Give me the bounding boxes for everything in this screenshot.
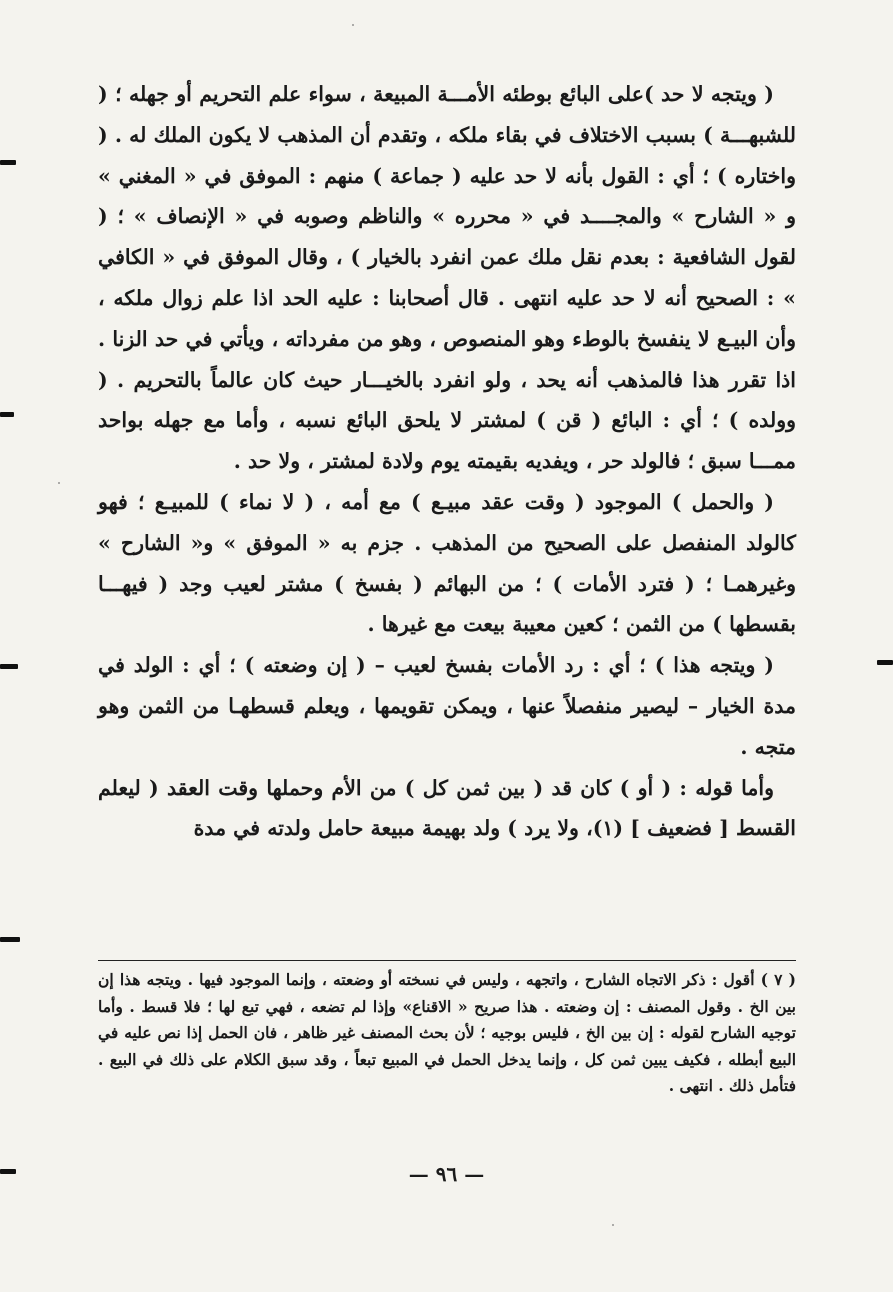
- scan-edge-mark: [0, 937, 20, 942]
- scan-edge-mark: [0, 412, 14, 417]
- footnotes: [98, 967, 796, 1100]
- scan-edge-mark: [0, 1169, 16, 1174]
- scan-edge-mark: [0, 664, 18, 669]
- scan-edge-mark: [0, 160, 16, 165]
- main-paragraph-2: ( والحمل ) الموجود ( وقت عقد مبيـع ) مع أمه ، ( لا نماء ) للمبيـع ؛ فهو كالولد المنفصل على الصحيح من المذهب . جزم به « الموفق » و« الشارح » وغيرهمـا ؛ ( فترد الأمات ) ؛ من البهائم ( بفسخ ) مشتر لعيب وجد ( فيهـــا بقسطها ) من الثمن ؛ كعين معيبة بيعت مع غيرها .: [98, 489, 796, 637]
- page-number: — ٩٦ —: [408, 1162, 485, 1186]
- main-text-body: [98, 74, 796, 849]
- scan-speck: [58, 482, 60, 484]
- scan-speck: [612, 1224, 614, 1226]
- scan-speck: [352, 24, 354, 26]
- footnote-divider: [98, 960, 796, 961]
- scan-edge-mark: [877, 660, 893, 665]
- footnote-text: ( ٧ ) أقول : ذكر الاتجاه الشارح ، واتجهه ، وليس في نسخته أو وضعته ، وإنما الموجود فيها . ويتجه هذا إن بين الخ . وقول المصنف : إن وضعته . هذا صريح « الاقناع» وإذا لم تضعه ، فهي تبع لها ؛ فلا قسط . وأما توجيه الشارح لقوله : إن بين الخ ، فليس بوجيه ؛ لأن بحث المصنف غير ظاهر ، فان الحمل إذا نص عليه في البيع أبطله ، فكيف يبين ثمن كل ، وإنما يدخل الحمل في المبيع تبعاً ، وقد سبق الكلام على ذلك في البيع . فتأمل ذلك . انتهى .: [98, 970, 796, 1096]
- main-paragraph-3: ( ويتجه هذا ) ؛ أي : رد الأمات بفسخ لعيب – ( إن وضعته ) ؛ أي : الولد في مدة الخيار – ليصير منفصلاً عنها ، ويمكن تقويمها ، ويعلم قسطهـا من الثمن وهو متجه .: [98, 653, 796, 759]
- main-paragraph-4: وأما قوله : ( أو ) كان قد ( بين ثمن كل ) من الأم وحملها وقت العقد ( ليعلم القسط [ فضعيف ] (١)، ولا يرد ) ولد بهيمة مبيعة حامل ولدته في مدة: [98, 775, 796, 841]
- main-paragraph-1: ( ويتجه لا حد )على البائع بوطئه الأمـــة المبيعة ، سواء علم التحريم أو جهله ؛ ( للشبهـــة ) بسبب الاختلاف في بقاء ملكه ، وتقدم أن المذهب لا يكون الملك له . ( واختاره ) ؛ أي : القول بأنه لا حد عليه ( جماعة ) منهم : الموفق في « المغني » و « الشارح » والمجــــد في « محرره » والناظم وصوبه في « الإنصاف » ؛ ( لقول الشافعية : بعدم نقل ملك عمن انفرد بالخيار ) ، وقال الموفق في « الكافي » : الصحيح أنه لا حد عليه انتهى . قال أصحابنا : عليه الحد اذا علم زوال ملكه ، وأن البيـع لا ينفسخ بالوطء وهو المنصوص ، وهو من مفرداته ، ويأتي في حد الزنا . اذا تقرر هذا فالمذهب أنه يحد ، ولو انفرد بالخيـــار حيث كان عالماً بالتحريم . ( وولده ) ؛ أي : البائع ( قن ) لمشتر لا يلحق البائع نسبه ، وأما مع جهله بواحد ممـــا سبق ؛ فالولد حر ، ويفديه بقيمته يوم ولادة لمشتر ، ولا حد .: [98, 82, 796, 474]
